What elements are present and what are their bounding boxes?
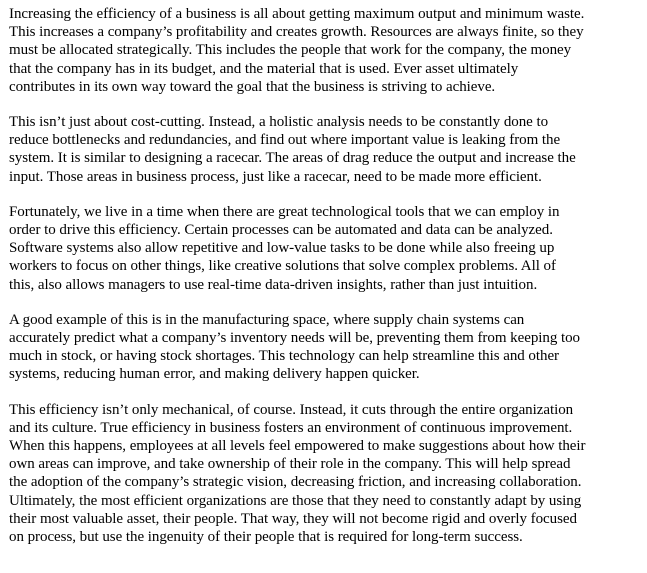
paragraph-line: order to drive this efficiency. Certain processes can be automated and data can be analyzed. <box>9 222 553 239</box>
paragraph-5 <box>9 401 639 547</box>
paragraph-line: much in stock, or having stock shortages. This technology can help streamline this and other <box>9 348 560 365</box>
paragraph-3 <box>9 203 639 294</box>
paragraph-line: system. It is similar to designing a racecar. The areas of drag reduce the output and increase the <box>9 150 576 167</box>
paragraph-line: contributes in its own way toward the goal that the business is striving to achieve. <box>9 78 496 95</box>
paragraph-line: own areas can improve, and take ownership of their role in the company. This will help spread <box>9 456 571 473</box>
paragraph-line: reduce bottlenecks and redundancies, and find out where important value is leaking from the <box>9 132 561 149</box>
paragraph-line: When this happens, employees at all levels feel empowered to make suggestions about how their <box>9 438 586 455</box>
paragraph-line: on process, but use the ingenuity of their people that is required for long-term success. <box>9 529 523 546</box>
paragraph-line: This isn’t just about cost-cutting. Instead, a holistic analysis needs to be constantly done to <box>9 114 549 131</box>
paragraph-line: This increases a company’s profitability and creates growth. Resources are always finite, so they <box>9 24 584 41</box>
paragraph-line: A good example of this is in the manufacturing space, where supply chain systems can <box>9 311 525 328</box>
paragraph-line: Fortunately, we live in a time when there are great technological tools that we can employ in <box>9 203 560 220</box>
paragraph-line: and its culture. True efficiency in business fosters an environment of continuous improvement. <box>9 419 573 436</box>
paragraph-line: This efficiency isn’t only mechanical, of course. Instead, it cuts through the entire organization <box>9 401 574 418</box>
paragraph-line: workers to focus on other things, like creative solutions that solve complex problems. All of <box>9 258 556 275</box>
paragraph-line: Software systems also allow repetitive and low-value tasks to be done while also freeing up <box>9 240 555 257</box>
paragraph-line: Ultimately, the most efficient organizations are those that they need to constantly adapt by using <box>9 492 582 509</box>
paragraph-line: the adoption of the company’s strategic vision, decreasing friction, and increasing collaboration. <box>9 474 582 491</box>
paragraph-2 <box>9 113 639 186</box>
paragraph-4 <box>9 311 639 384</box>
paragraph-line: Increasing the efficiency of a business is all about getting maximum output and minimum waste. <box>9 6 585 22</box>
paragraph-line: their most valuable asset, their people. That way, they will not become rigid and overly focused <box>9 510 577 527</box>
paragraph-line: accurately predict what a company’s inventory needs will be, preventing them from keeping too <box>9 330 580 347</box>
paragraph-line: that the company has in its budget, and the material that is used. Ever asset ultimately <box>9 60 519 77</box>
paragraph-line: systems, reducing human error, and making delivery happen quicker. <box>9 366 420 383</box>
paragraph-line: this, also allows managers to use real-time data-driven insights, rather than just intuition. <box>9 276 538 293</box>
paragraph-line: input. Those areas in business process, just like a racecar, need to be made more efficient. <box>9 168 542 185</box>
paragraph-line: must be allocated strategically. This includes the people that work for the company, the money <box>9 42 572 59</box>
paragraph-1 <box>9 5 639 96</box>
